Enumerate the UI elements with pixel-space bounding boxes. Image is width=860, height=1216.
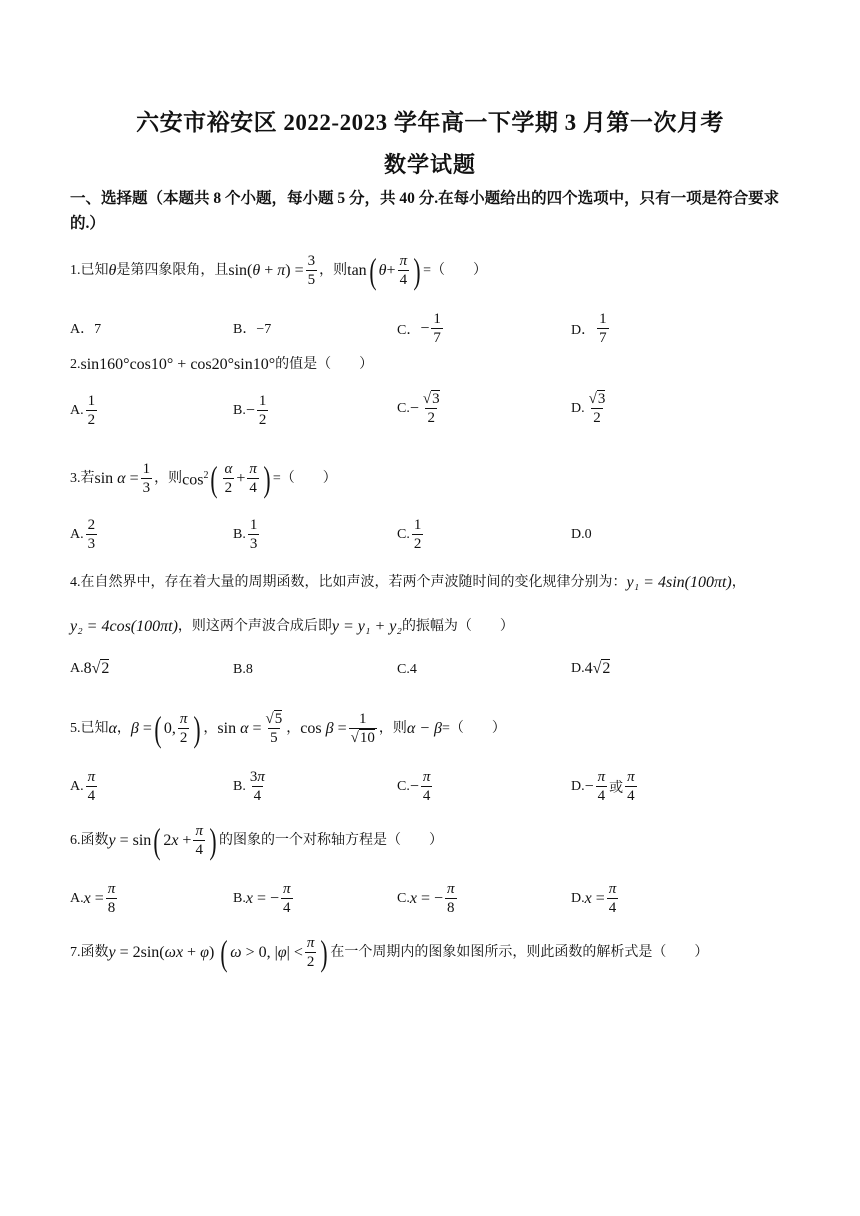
q1-prefix: 1.已知	[70, 262, 109, 278]
q1-fraction-3-5: $\frac{3}{5}$	[307, 253, 316, 288]
q1-option-a[interactable]: A．7	[70, 322, 102, 337]
q4-eq1: y₁ = 4sin(100πt)	[626, 574, 732, 591]
question-7: 7.函数 y = 2sin(ωx + φ) ( ω > 0, |φ| < $\frac{\pi}{2}$ ) 在一个周期内的图象如图所示，则此函数的解析式是（ ）	[70, 932, 709, 973]
q6-option-b[interactable]: B. x = − $\frac{\pi}{4}$	[233, 881, 291, 916]
q4-option-d[interactable]: D. 4√2	[571, 660, 611, 677]
q3-option-a[interactable]: A. $\frac{2}{3}$	[70, 517, 96, 552]
section-heading: 一、选择题（本题共 8 个小题，每小题 5 分，共 40 分.在每小题给出的四个选项中，只有一项是符合要求的.）	[70, 190, 780, 232]
q1-option-b[interactable]: B．−7	[233, 322, 272, 337]
q1-fraction-pi-4: $\frac{\pi}{4}$	[399, 253, 408, 288]
q3-option-b[interactable]: B. $\frac{1}{3}$	[233, 517, 258, 552]
q1-text1: 是第四象限角，且	[116, 262, 229, 278]
q2-suffix: 的值是（ ）	[275, 357, 374, 372]
q2-option-c[interactable]: C. − $\frac{√3}{2}$	[397, 391, 440, 426]
q1-option-d[interactable]: D． $\frac{1}{7}$	[571, 311, 607, 346]
question-2: 2. sin160°cos10° + cos20°sin10° 的值是（ ）	[70, 354, 373, 376]
q1-suffix: =（ ）	[423, 262, 487, 278]
q2-expr: sin160°cos10° + cos20°sin10°	[80, 356, 276, 373]
q1-option-c[interactable]: C． − $\frac{1}{7}$	[397, 311, 441, 346]
question-5: 5.已知 α ， β = ( 0, $\frac{\pi}{2}$ ) ， sin α = $\frac{√5}{5}$ ， cos β = $\frac{1}{√10}$ ，则 α − β =（ ）	[70, 708, 506, 749]
q1-theta: θ	[108, 261, 117, 279]
question-4-line-1: 4.在自然界中，存在着大量的周期函数，比如声波，若两个声波随时间的变化规律分别为： y₁ = 4sin(100πt) ，	[70, 572, 746, 594]
q1-sin-expr: sin(θ + π) =	[228, 261, 304, 279]
q4-option-a[interactable]: A. 8√2	[70, 660, 110, 677]
q5-option-b[interactable]: B. $\frac{3\pi}{4}$	[233, 769, 265, 804]
q6-option-a[interactable]: A. x = $\frac{\pi}{8}$	[70, 881, 116, 916]
question-3: 3.若 sin α = $\frac{1}{3}$ ，则 $\cos^2$ ( $\frac{\alpha}{2}$ + $\frac{\pi}{4}$ ) =（ ）	[70, 458, 337, 499]
question-6: 6.函数 y = sin ( 2x + $\frac{\pi}{4}$ ) 的图象的一个对称轴方程是（ ）	[70, 820, 443, 861]
q4-option-b[interactable]: B.8	[233, 662, 253, 677]
q4-option-c[interactable]: C.4	[397, 662, 417, 677]
q1-tan: tan	[347, 261, 367, 279]
q5-option-c[interactable]: C. − $\frac{\pi}{4}$	[397, 769, 431, 804]
page-title: 六安市裕安区 2022-2023 学年高一下学期 3 月第一次月考	[136, 110, 724, 135]
q2-option-b[interactable]: B. − $\frac{1}{2}$	[233, 393, 267, 428]
q2-option-a[interactable]: A. $\frac{1}{2}$	[70, 393, 96, 428]
page-subtitle: 数学试题	[383, 152, 476, 177]
q1-text2: ，则	[319, 262, 348, 278]
q6-option-d[interactable]: D. x = $\frac{\pi}{4}$	[571, 881, 617, 916]
q3-option-c[interactable]: C. $\frac{1}{2}$	[397, 517, 422, 552]
q4-eq2: y₂ = 4cos(100πt)	[70, 618, 178, 635]
question-4-line-2: y₂ = 4cos(100πt) ，则这两个声波合成后即 y = y₁ + y₂ 的振幅为（ ）	[70, 616, 514, 638]
q5-option-d[interactable]: D. − $\frac{\pi}{4}$ 或 $\frac{\pi}{4}$	[571, 769, 635, 804]
q2-option-d[interactable]: D. $\frac{√3}{2}$	[571, 391, 606, 426]
q4-eq3: y = y₁ + y₂	[331, 618, 402, 635]
q3-option-d[interactable]: D.0	[571, 527, 592, 542]
question-1: 1.已知 θ 是第四象限角，且 sin(θ + π) = $\frac{3}{5}$ ，则 tan ( θ + $\frac{\pi}{4}$ ) =（ ）	[70, 250, 487, 291]
q5-option-a[interactable]: A. $\frac{\pi}{4}$	[70, 769, 96, 804]
q6-option-c[interactable]: C. x = − $\frac{\pi}{8}$	[397, 881, 455, 916]
